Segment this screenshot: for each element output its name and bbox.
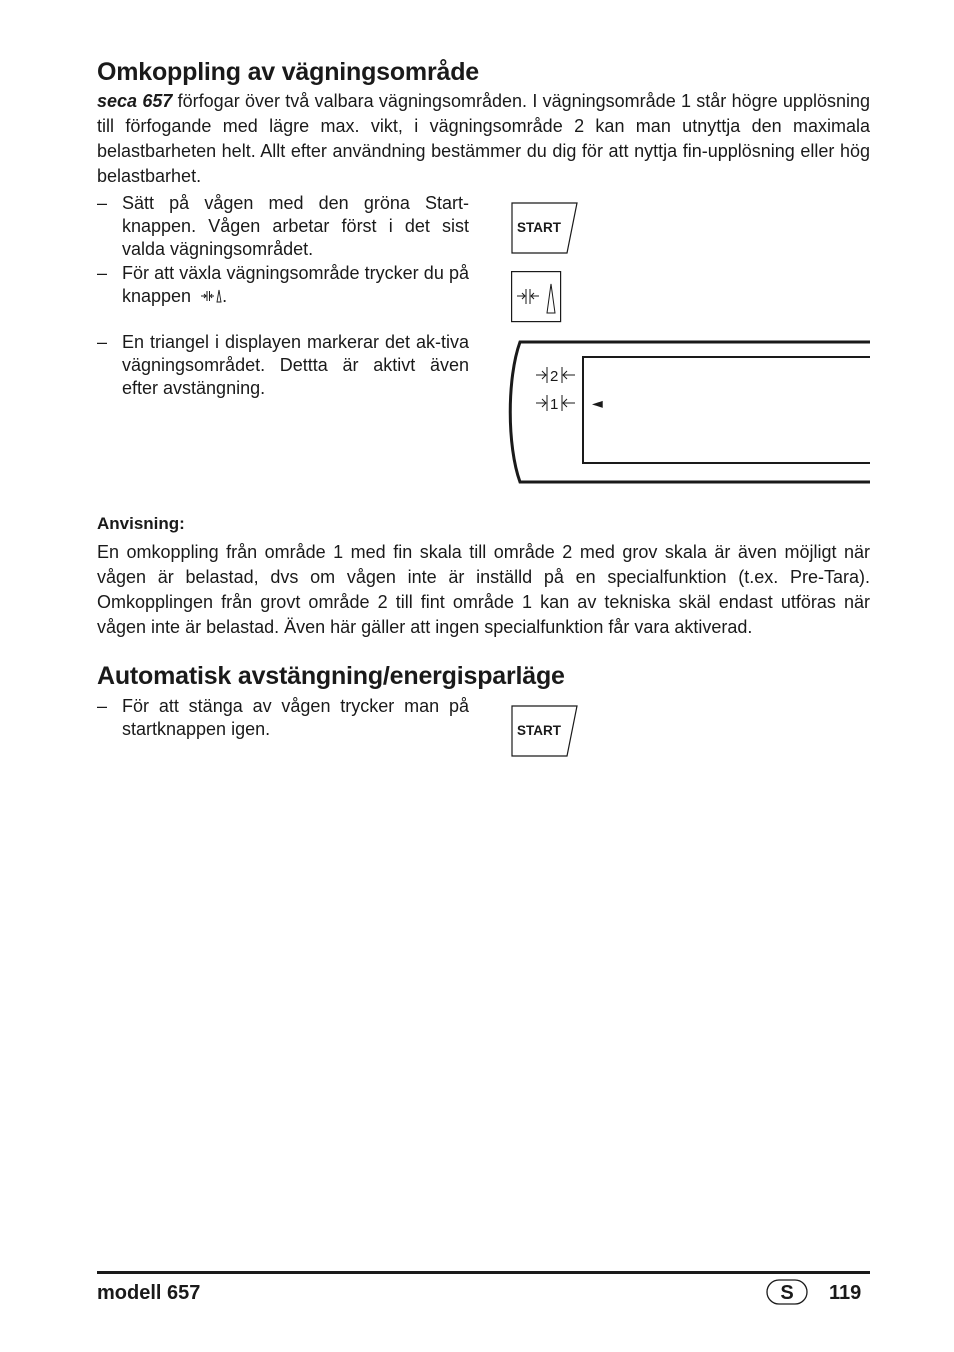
step-dash: – [97,263,108,283]
start-button-label: START [517,220,561,235]
display-panel [506,338,872,488]
range-switch-button[interactable] [511,271,562,323]
language-badge [766,1279,808,1305]
step-dash: – [97,332,108,352]
intro-text: förfogar över två valbara vägningsområden. I vägningsområde 1 står högre upplösning till förfogande med lägre max. vikt, i vägningsområde 2 kan man utnyttja den maximala belastbarheten helt. Allt efter användning bestämmer du dig för att nyttja fin-upplösning eller hög belastbarhet. [97,91,870,186]
step-item [97,262,469,308]
range-1-symbol [536,395,575,413]
section-title-range-switching: Omkoppling av vägningsområde [97,58,479,86]
language-badge-label: S [780,1282,794,1304]
intro-paragraph [97,89,870,189]
range-2-symbol [536,367,575,385]
step-item [97,695,469,741]
step-text: Sätt på vågen med den gröna Start-knappen. Vågen arbetar först i det sist valda vägningsområdet. [122,193,469,259]
step-text: För att växla vägningsområde trycker du på knappen . [122,263,469,306]
start-button[interactable] [511,202,579,254]
active-range-indicator-icon: ◄ [592,396,603,412]
footer-rule [97,1271,870,1274]
step-item [97,331,469,400]
start-button-label: START [517,723,561,738]
brand-name: seca 657 [97,91,173,111]
range-2-label: 2 [550,368,559,385]
step-text: För att stänga av vågen trycker man på startknappen igen. [122,696,469,739]
step-dash: – [97,696,108,716]
step-item [97,192,469,261]
range-switch-icon [200,288,222,304]
footer-model: modell 657 [97,1282,201,1304]
step-text: En triangel i displayen markerar det ak-tiva vägningsområdet. Dettta är aktivt även efter avstängning. [122,332,469,398]
page-number: 119 [829,1282,862,1304]
range-1-label: 1 [550,396,559,413]
start-button[interactable] [511,705,579,757]
section-title-auto-off: Automatisk avstängning/energisparläge [97,662,565,690]
note-paragraph: En omkoppling från område 1 med fin skala till område 2 med grov skala är även möjligt när vågen är belastad, dvs om vågen inte är inställd på en specialfunktion (t.ex. Pre-Tara). Omkopplingen från grovt område 2 till fint område 1 kan av tekniska skäl endast utföras när vågen inte är belastad. Även här gäller att ingen specialfunktion får vara aktiverad. [97,542,870,637]
step-dash: – [97,193,108,213]
note-heading: Anvisning: [97,514,185,533]
